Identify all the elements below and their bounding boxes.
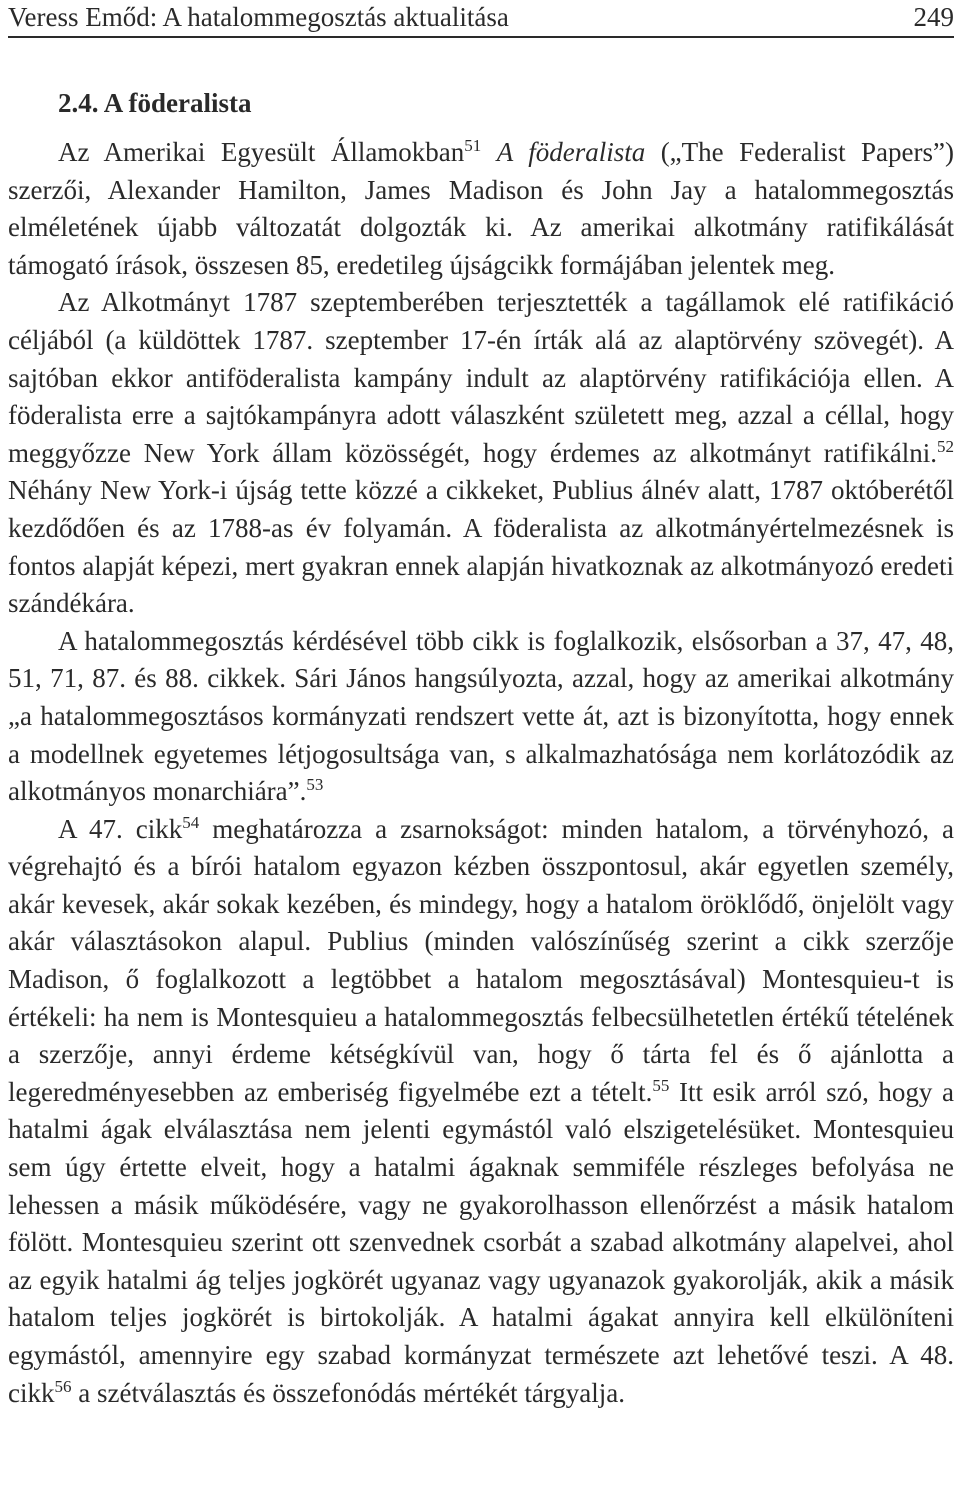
paragraph-2-text-a: Az Alkotmányt 1787 szeptemberében terjesztették a tagállamok elé ratifikáció céljából (a küldöttek 1787. szeptember 17-én írták alá az alaptörvény szövegét). A sajtóban ekkor antiföderalista kampány indult az alaptörvény ratifikációja ellen. A föderalista erre a sajtókampányra adott válaszként született meg, azzal a céllal, hogy meggyőzze New York állam közösségét, hogy érdemes az alkotmányt ratifikálni. [8, 287, 954, 468]
paragraph-4 [8, 811, 954, 1413]
book-title-italic: A föderalista [496, 137, 646, 167]
paragraph-2-text-b: Néhány New York-i újság tette közzé a cikkeket, Publius álnév alatt, 1787 októberétől kezdődően és az 1788-as év folyamán. A föderalista az alkotmányértelmezésnek is fontos alapját képezi, mert gyakran ennek alapján hivatkoznak az alkotmányozó eredeti szándékára. [8, 475, 954, 619]
paragraph-4-text-d: a szétválasztás és összefonódás mértékét tárgyalja. [71, 1377, 626, 1408]
footnote-ref-54: 54 [182, 812, 200, 832]
footnote-ref-51: 51 [464, 135, 482, 155]
page-number: 249 [913, 2, 954, 32]
footnote-ref-52: 52 [937, 436, 954, 456]
running-title: Veress Emőd: A hatalommegosztás aktualitása [8, 2, 509, 32]
paragraph-1-space [481, 137, 496, 167]
paragraph-4-text-a: A 47. cikk [58, 813, 183, 844]
paragraph-1 [8, 134, 954, 284]
footnote-ref-53: 53 [306, 774, 324, 794]
paragraph-1-text-d: („The Federalist Papers”) szerzői, Alexander Hamilton, James Madison és John Jay a hatalommegosztás elméletének újabb változatát dolgozták ki. Az amerikai alkotmány ratifikálását támogató írások, összesen 85, eredetileg újságcikk formájában jelentek meg. [8, 137, 954, 280]
section-heading: 2.4. A föderalista [58, 88, 252, 118]
paragraph-1-text-a: Az Amerikai Egyesült Államokban [58, 137, 465, 167]
footnote-ref-55: 55 [652, 1075, 670, 1095]
paragraph-3 [8, 623, 954, 811]
footnote-ref-56: 56 [54, 1376, 72, 1396]
paragraph-2 [8, 284, 954, 622]
paragraph-4-text-b: meghatározza a zsarnokságot: minden hatalom, a törvényhozó, a végrehajtó és a bírói hatalom egyazon kézben összpontosul, akár egyetlen személy, akár kevesek, akár sokak kezében, és mindegy, hogy a hatalom öröklődő, önjelölt vagy akár választásokon alapul. Publius (minden valószínűség szerint a cikk szerzője Madison, ő foglalkozott a legtöbbet a hatalom megosztásával) Montesquieu-t is értékeli: ha nem is Montesquieu a hatalommegosztás felbecsülhetetlen értékű tételének a szerzője, annyi érdeme kétségkívül van, hogy ő tárta fel és ő ajánlotta a legeredményesebben az emberiség figyelmébe ezt a tételt. [8, 813, 954, 1107]
paragraph-3-text-a: A hatalommegosztás kérdésével több cikk is foglalkozik, elsősorban a 37, 47, 48, 51, 71, 87. és 88. cikkek. Sári János hangsúlyozta, azzal, hogy az amerikai alkotmány „a hatalommegosztásos kormányzati rendszert vette át, azt is bizonyította, hogy ennek a modellnek egyetemes létjogosultsága van, s alkalmazhatósága nem korlátozódik az alkotmányos monarchiára”. [8, 625, 954, 807]
running-header [8, 0, 954, 38]
paragraph-4-text-c: Itt esik arról szó, hogy a hatalmi ágak elválasztása nem jelenti egymástól való elszigetelésüket. Montesquieu sem úgy értette elveit, hogy a hatalmi ágaknak semmiféle részleges befolyása ne lehessen a másik működésére, vagy ne gyakorolhasson ellenőrzést a másik hatalom fölött. Montesquieu szerint ott szenvednek csorbát a szabad alkotmány alapelvei, ahol az egyik hatalmi ág teljes jogkörét ugyanaz vagy ugyanazok gyakorolják, akik a másik hatalom teljes jogkörét is birtokolják. A hatalmi ágakat annyira kell elkülöníteni egymástól, amennyire egy szabad kormányzat természete azt lehetővé teszi. A 48. cikk [8, 1076, 954, 1408]
